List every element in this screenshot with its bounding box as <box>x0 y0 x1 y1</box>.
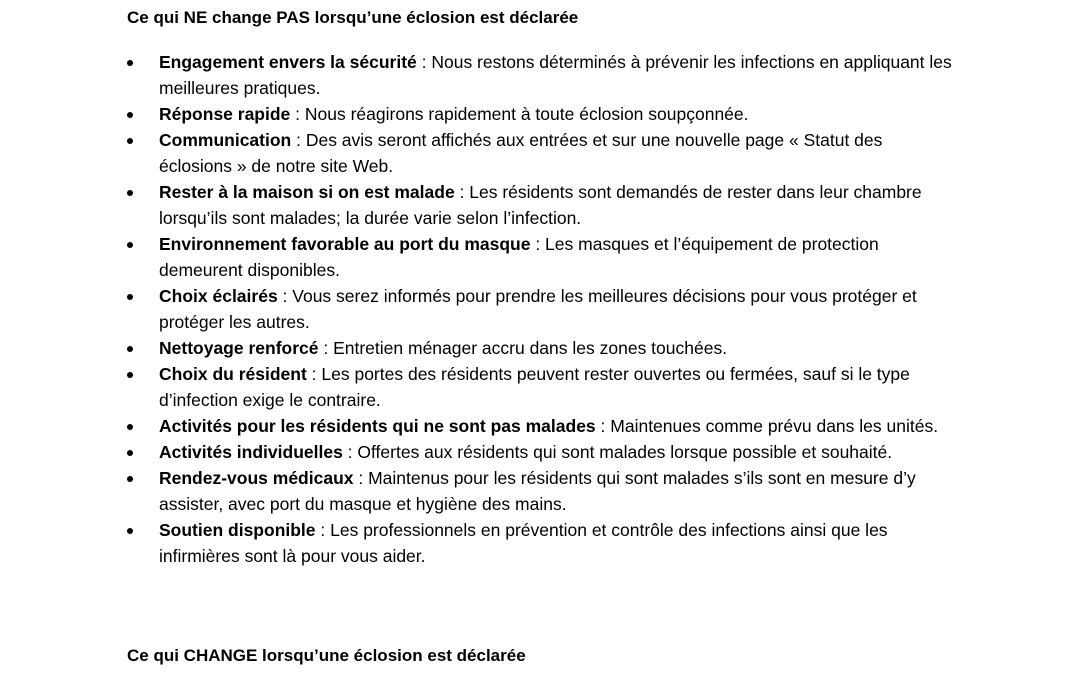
list-item <box>127 283 957 335</box>
item-term: Rendez-vous médicaux <box>159 468 354 488</box>
section-heading-changed: Ce qui CHANGE lorsqu’une éclosion est déclarée <box>127 646 526 665</box>
bullet-icon <box>127 476 133 482</box>
item-text: : Offertes aux résidents qui sont malades lorsque possible et souhaité. <box>342 442 893 462</box>
bullet-icon <box>127 294 133 300</box>
unchanged-list <box>127 49 957 569</box>
item-text: : Maintenus pour les résidents qui sont malades s’ils sont en mesure d’y assister, avec port du masque et hygiène des mains. <box>159 468 916 514</box>
item-term: Activités pour les résidents qui ne sont pas malades <box>159 416 596 436</box>
list-item <box>127 413 957 439</box>
item-text: : Les portes des résidents peuvent rester ouvertes ou fermées, sauf si le type d’infection exige le contraire. <box>159 364 910 410</box>
bullet-icon <box>127 424 133 430</box>
list-item <box>127 517 957 569</box>
item-text: : Maintenues comme prévu dans les unités. <box>595 416 939 436</box>
bullet-icon <box>127 112 133 118</box>
list-item <box>127 231 957 283</box>
bullet-icon <box>127 346 133 352</box>
bullet-icon <box>127 528 133 534</box>
bullet-icon <box>127 372 133 378</box>
list-item <box>127 179 957 231</box>
item-term: Communication <box>159 130 292 150</box>
item-term: Environnement favorable au port du masque <box>159 234 531 254</box>
item-text: : Les professionnels en prévention et contrôle des infections ainsi que les infirmières sont là pour vous aider. <box>159 520 888 566</box>
item-text: : Entretien ménager accru dans les zones touchées. <box>318 338 728 358</box>
list-item <box>127 101 957 127</box>
item-term: Choix du résident <box>159 364 307 384</box>
list-item <box>127 127 957 179</box>
item-term: Choix éclairés <box>159 286 278 306</box>
item-term: Rester à la maison si on est malade <box>159 182 455 202</box>
list-item <box>127 335 957 361</box>
bullet-icon <box>127 60 133 66</box>
item-text: : Nous réagirons rapidement à toute éclosion soupçonnée. <box>290 104 749 124</box>
item-term: Soutien disponible <box>159 520 316 540</box>
item-term: Engagement envers la sécurité <box>159 52 417 72</box>
item-text: : Nous restons déterminés à prévenir les infections en appliquant les meilleures pratiques. <box>159 52 952 98</box>
item-text: : Vous serez informés pour prendre les meilleures décisions pour vous protéger et protéger les autres. <box>159 286 917 332</box>
item-term: Nettoyage renforcé <box>159 338 319 358</box>
list-item <box>127 49 957 101</box>
item-text: : Les masques et l’équipement de protection demeurent disponibles. <box>159 234 879 280</box>
item-term: Réponse rapide <box>159 104 291 124</box>
list-item <box>127 361 957 413</box>
bullet-icon <box>127 138 133 144</box>
item-text: : Des avis seront affichés aux entrées et sur une nouvelle page « Statut des éclosions » de notre site Web. <box>159 130 883 176</box>
section-heading-unchanged: Ce qui NE change PAS lorsqu’une éclosion est déclarée <box>127 8 579 27</box>
item-text: : Les résidents sont demandés de rester dans leur chambre lorsqu’ils sont malades; la durée varie selon l’infection. <box>159 182 922 228</box>
list-item <box>127 439 957 465</box>
item-term: Activités individuelles <box>159 442 343 462</box>
bullet-icon <box>127 450 133 456</box>
list-item <box>127 465 957 517</box>
bullet-icon <box>127 242 133 248</box>
bullet-icon <box>127 190 133 196</box>
